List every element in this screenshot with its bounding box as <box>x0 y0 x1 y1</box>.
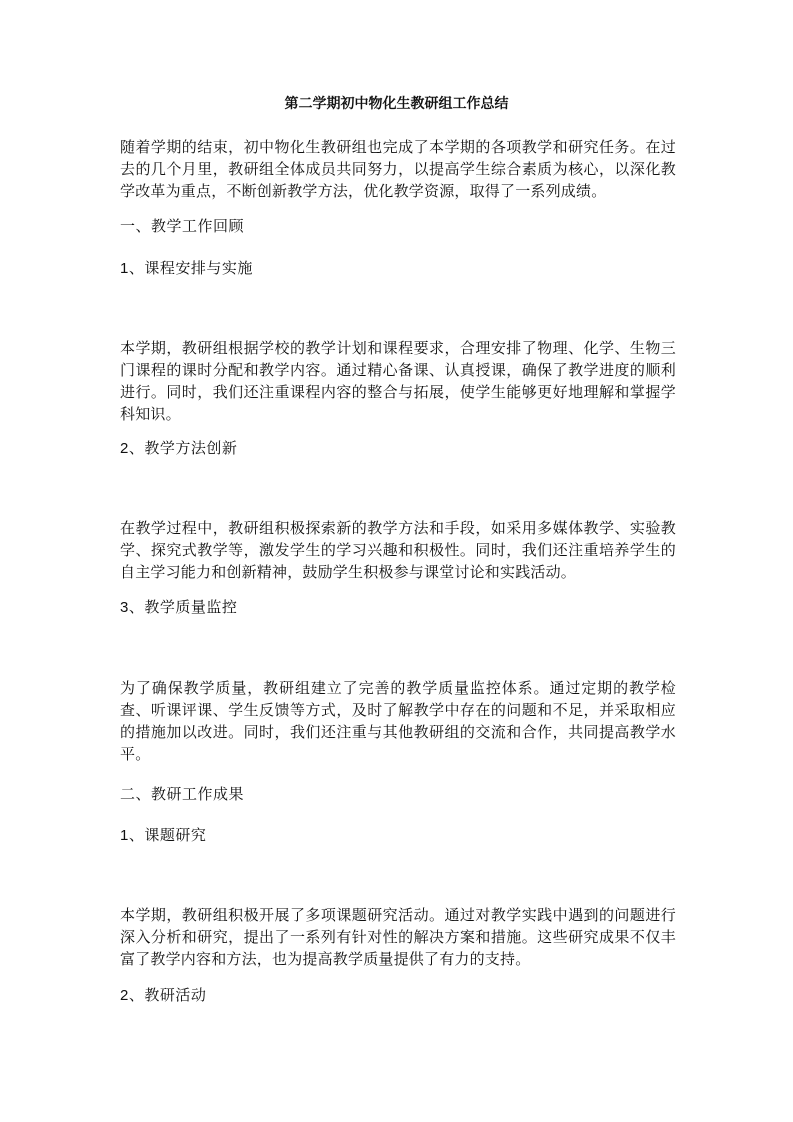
intro-paragraph: 随着学期的结束，初中物化生教研组也完成了本学期的各项教学和研究任务。在过去的几个月里，教研组全体成员共同努力，以提高学生综合素质为核心，以深化教学改革为重点，不断创新教学方法，优化教学资源，取得了一系列成绩。 <box>120 138 676 200</box>
paragraph-course-arrangement: 本学期，教研组根据学校的教学计划和课程要求，合理安排了物理、化学、生物三门课程的课时分配和教学内容。通过精心备课、认真授课，确保了教学进度的顺利进行。同时，我们还注重课程内容的整合与拓展，使学生能够更好地理解和掌握学科知识。 <box>120 339 676 423</box>
section-heading-teaching-review: 一、教学工作回顾 <box>120 217 245 235</box>
subheading-course-arrangement: 1、课程安排与实施 <box>120 260 253 277</box>
paragraph-teaching-method: 在教学过程中，教研组积极探索新的教学方法和手段，如采用多媒体教学、实验教学、探究式教学等，激发学生的学习兴趣和积极性。同时，我们还注重培养学生的自主学习能力和创新精神，鼓励学生积极参与课堂讨论和实践活动。 <box>120 519 676 581</box>
paragraph-topic-research: 本学期，教研组积极开展了多项课题研究活动。通过对教学实践中遇到的问题进行深入分析和研究，提出了一系列有针对性的解决方案和措施。这些研究成果不仅丰富了教学内容和方法，也为提高教学质量提供了有力的支持。 <box>120 906 676 968</box>
section-heading-research-results: 二、教研工作成果 <box>120 785 245 803</box>
document-title: 第二学期初中物化生教研组工作总结 <box>284 96 509 112</box>
subheading-topic-research: 1、课题研究 <box>120 827 207 844</box>
subheading-quality-monitoring: 3、教学质量监控 <box>120 599 238 616</box>
paragraph-quality-monitoring: 为了确保教学质量，教研组建立了完善的教学质量监控体系。通过定期的教学检查、听课评课、学生反馈等方式，及时了解教学中存在的问题和不足，并采取相应的措施加以改进。同时，我们还注重与其他教研组的交流和合作，共同提高教学水平。 <box>120 679 676 763</box>
subheading-teaching-method: 2、教学方法创新 <box>120 440 238 457</box>
subheading-research-activities: 2、教研活动 <box>120 987 207 1004</box>
